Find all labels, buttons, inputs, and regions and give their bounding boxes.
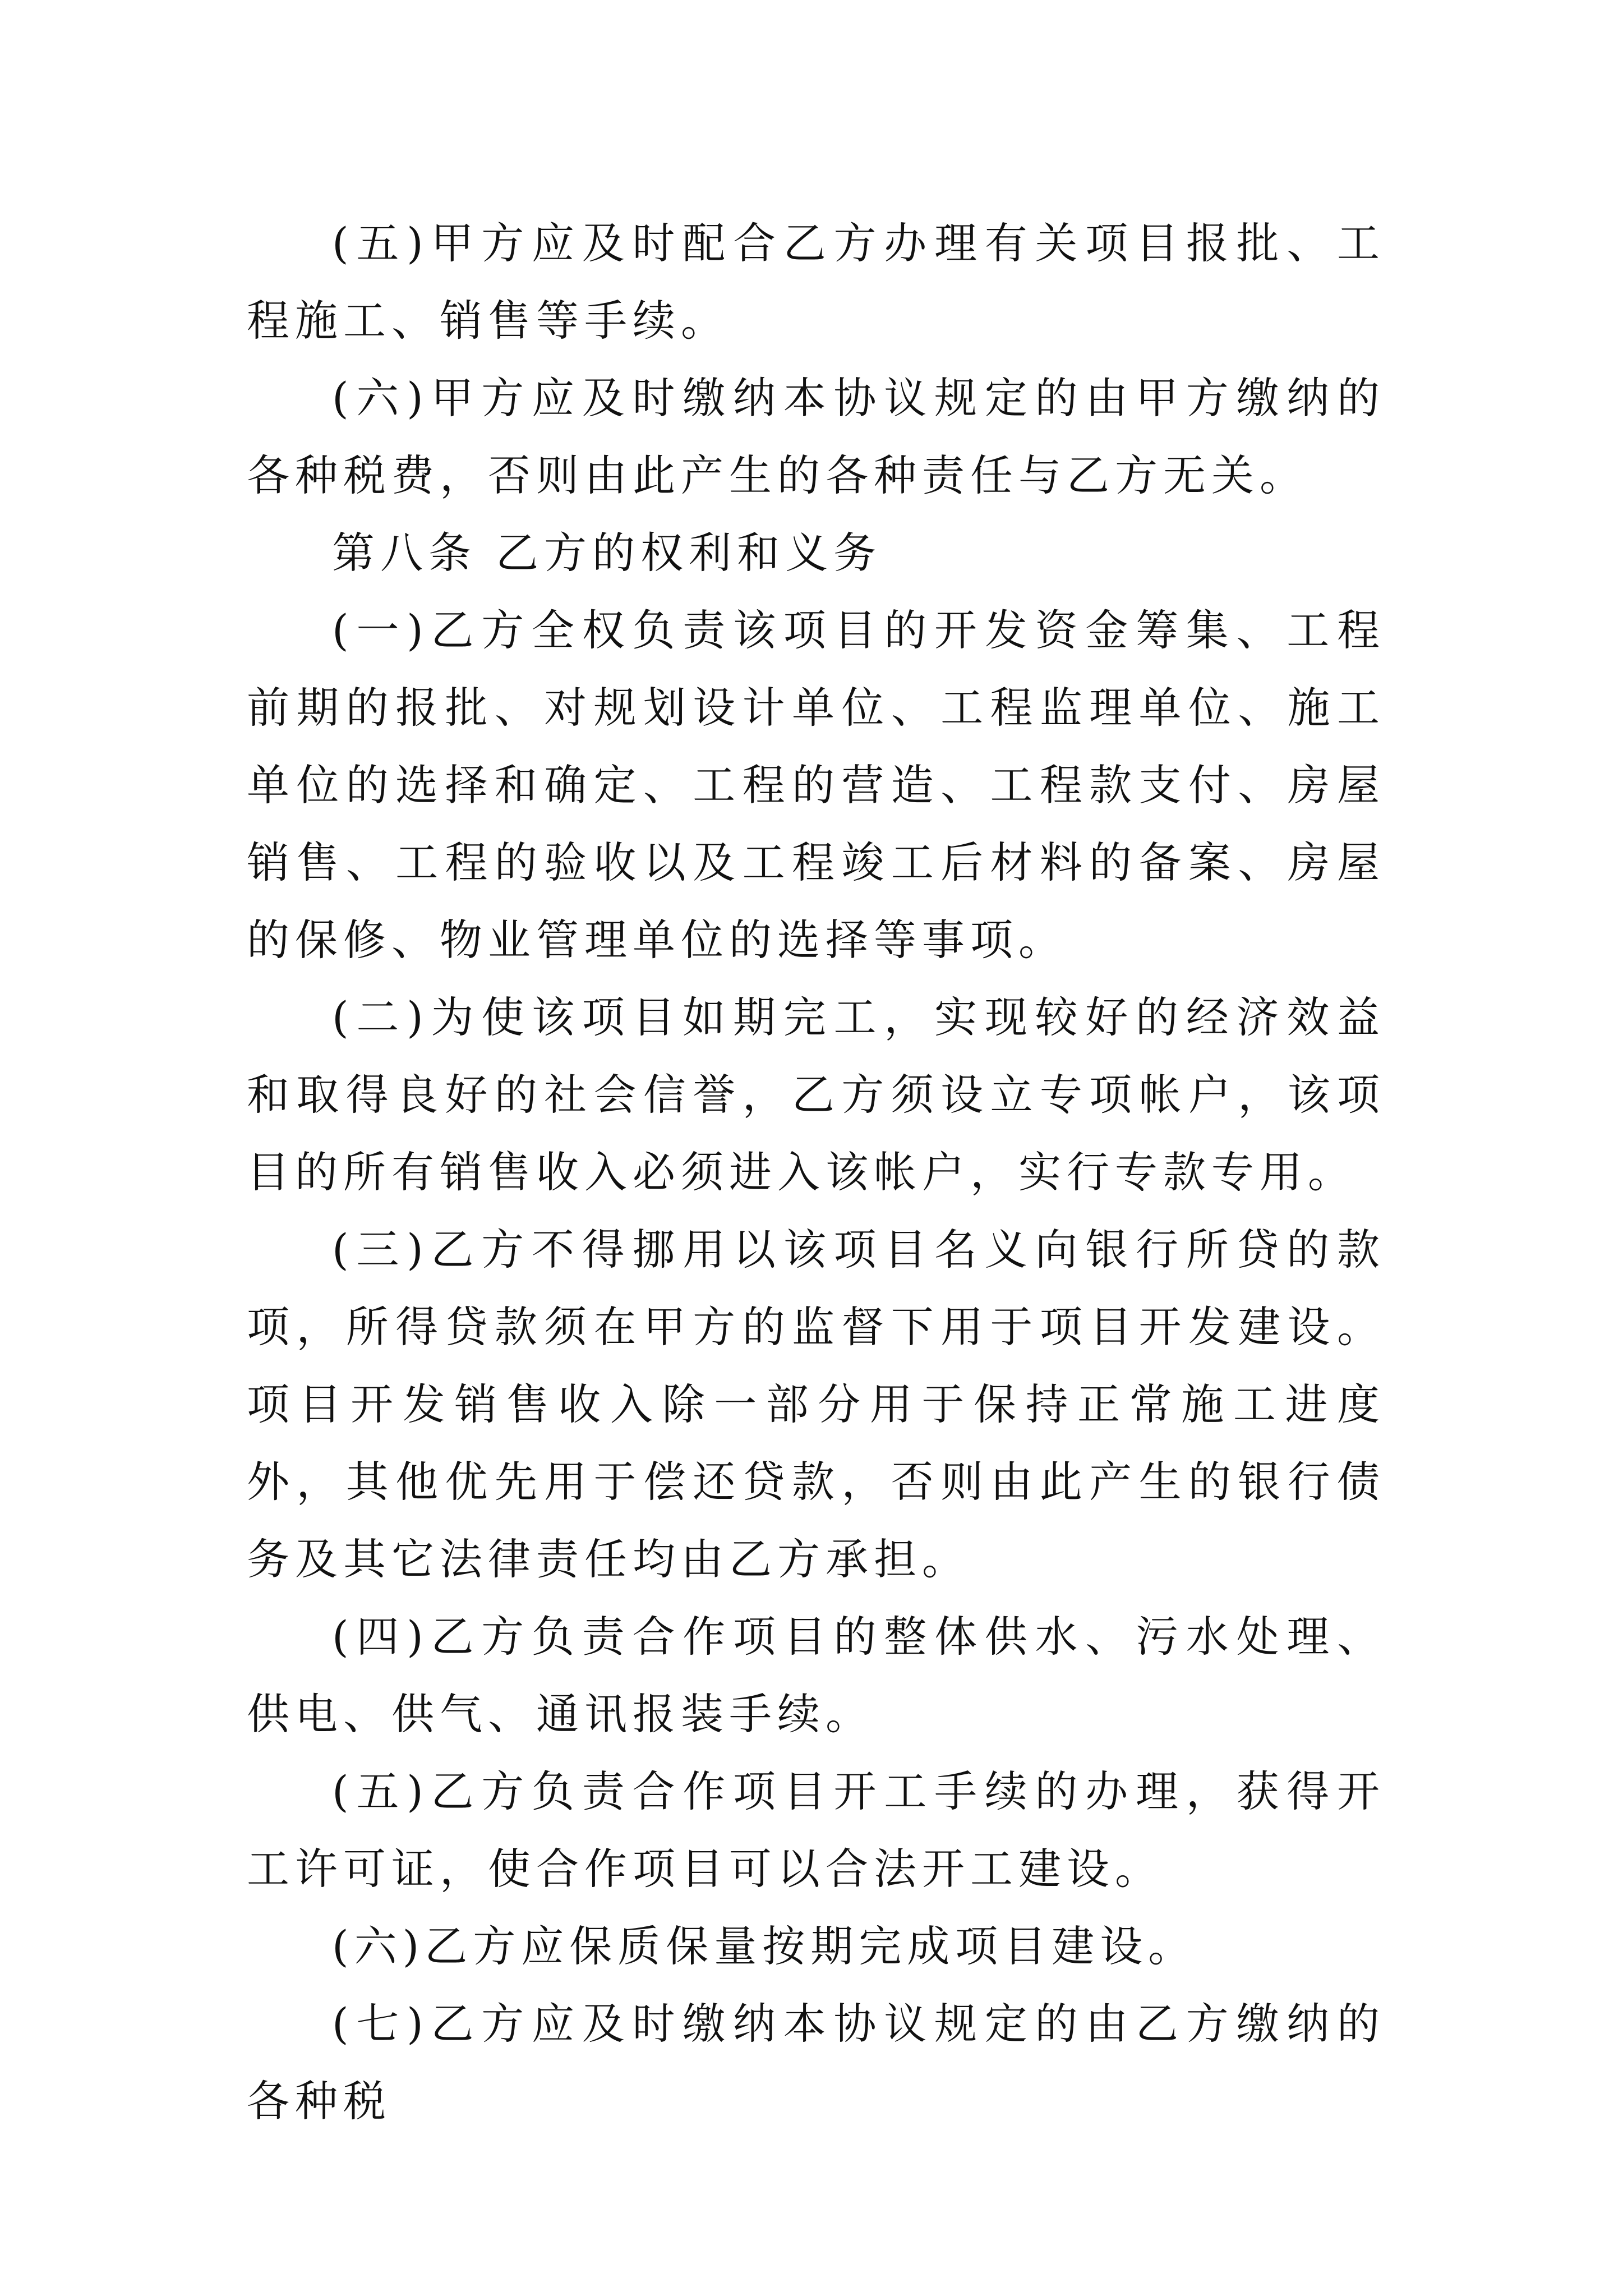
- document-body: [247, 205, 1385, 2140]
- paragraph-party-b-3: (三)乙方不得挪用以该项目名义向银行所贷的款项，所得贷款须在甲方的监督下用于项目开发建设。项目开发销售收入除一部分用于保持正常施工进度外，其他优先用于偿还贷款，否则由此产生的银行债务及其它法律责任均由乙方承担。: [247, 1225, 1385, 1584]
- paragraph-party-b-2: (二)为使该项目如期完工，实现较好的经济效益和取得良好的社会信誉，乙方须设立专项帐户，该项目的所有销售收入必须进入该帐户，实行专款专用。: [247, 992, 1385, 1197]
- paragraph-party-b-1: (一)乙方全权负责该项目的开发资金筹集、工程前期的报批、对规划设计单位、工程监理单位、施工单位的选择和确定、工程的营造、工程款支付、房屋销售、工程的验收以及工程竣工后材料的备案、房屋的保修、物业管理单位的选择等事项。: [247, 605, 1385, 965]
- paragraph-party-a-5: (五)甲方应及时配合乙方办理有关项目报批、工程施工、销售等手续。: [247, 218, 1385, 346]
- paragraph-party-b-6: (六)乙方应保质保量按期完成项目建设。: [332, 1921, 1197, 1971]
- paragraph-party-b-5: (五)乙方负责合作项目开工手续的办理，获得开工许可证，使合作项目可以合法开工建设。: [247, 1766, 1385, 1894]
- paragraph-party-a-6: (六)甲方应及时缴纳本协议规定的由甲方缴纳的各种税费，否则由此产生的各种责任与乙方无关。: [247, 373, 1385, 500]
- paragraph-party-b-7: (七)乙方应及时缴纳本协议规定的由乙方缴纳的各种税: [247, 1999, 1385, 2126]
- article-8-heading: 第八条 乙方的权利和义务: [332, 528, 882, 578]
- paragraph-party-b-4: (四)乙方负责合作项目的整体供水、污水处理、供电、供气、通讯报装手续。: [247, 1612, 1385, 1739]
